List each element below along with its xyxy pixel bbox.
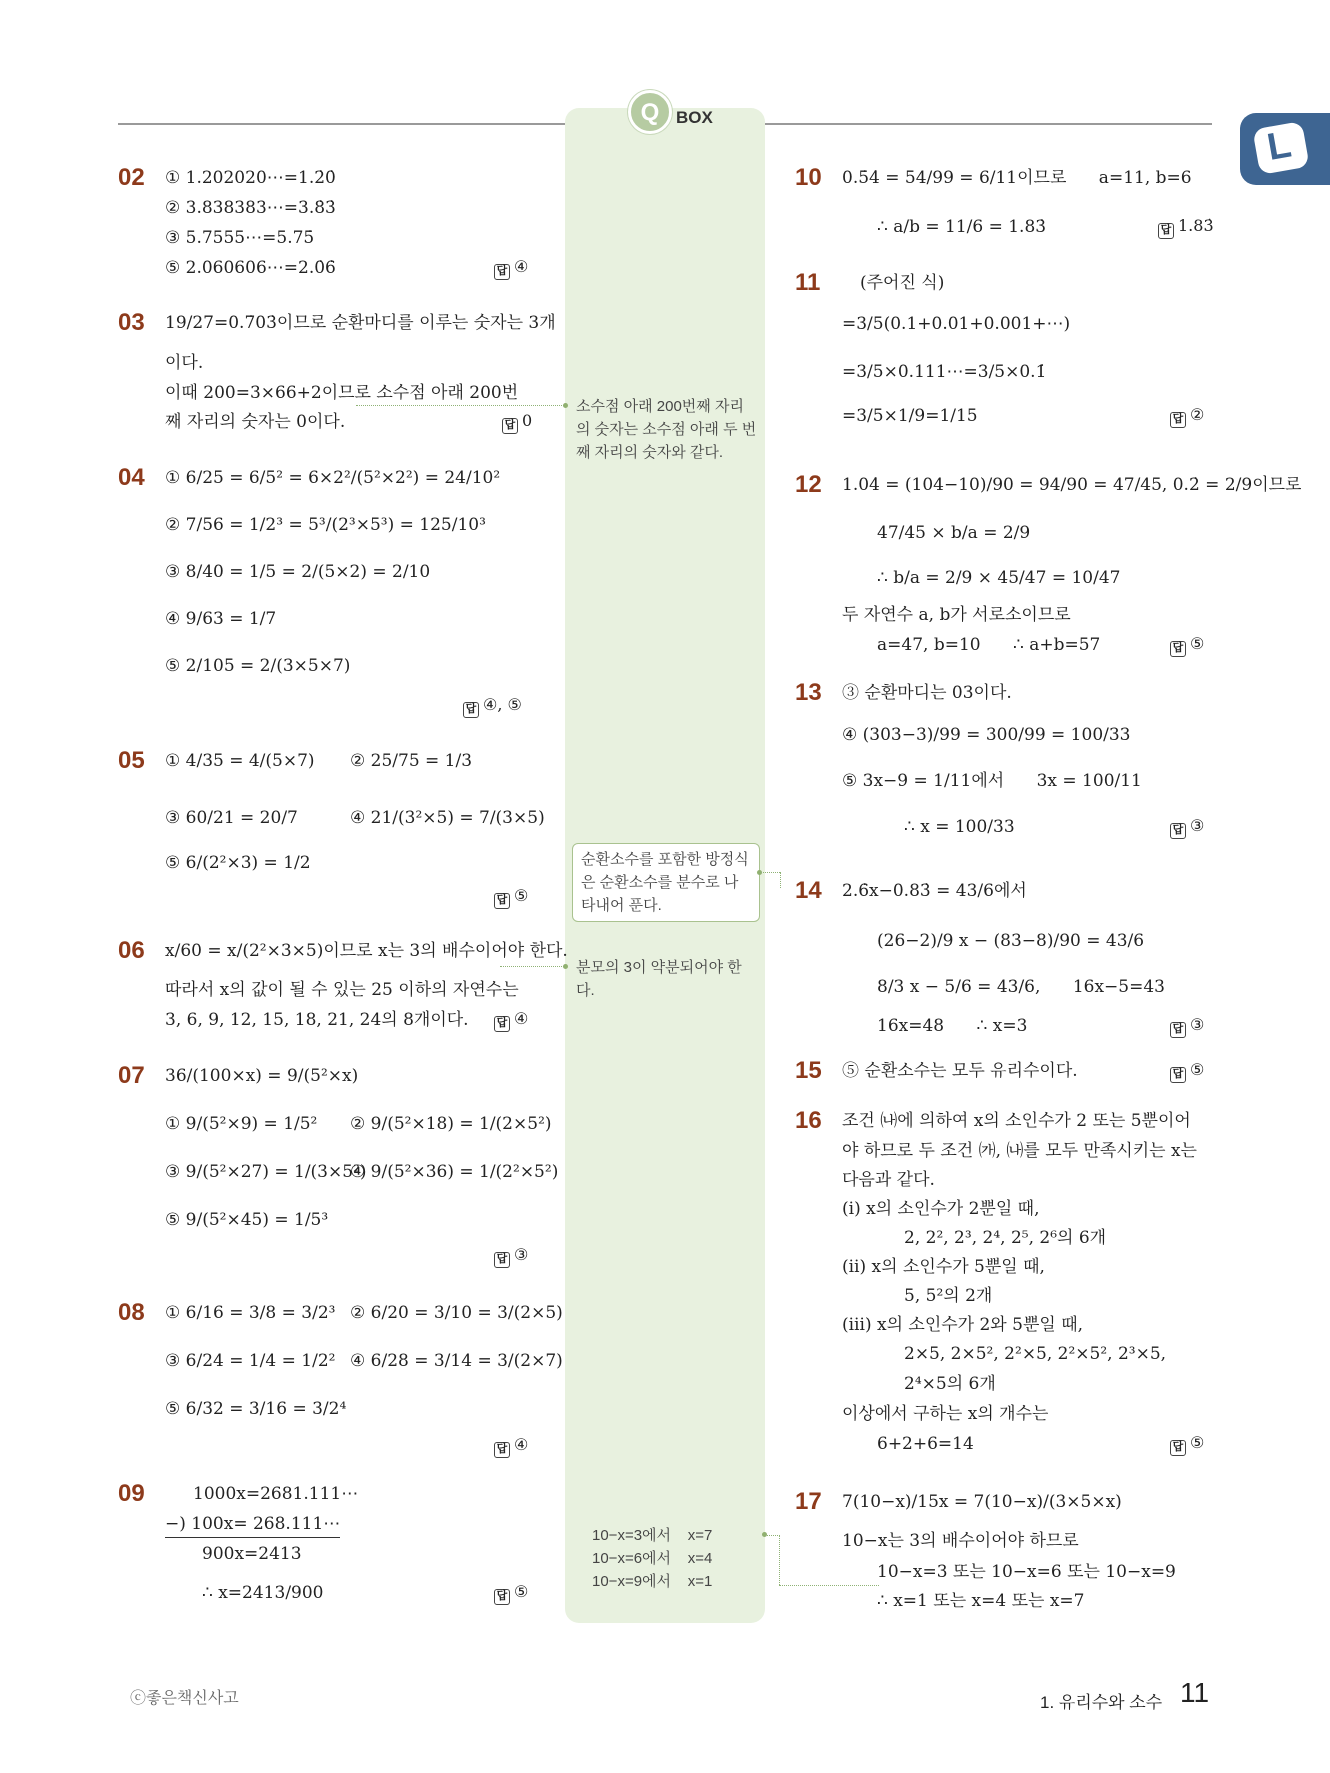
- solution-line: ∴ x=1 또는 x=4 또는 x=7: [877, 1591, 1085, 1611]
- solution-line: ① 1.202020⋯=1.2̇0̇: [165, 168, 336, 188]
- solution-line: 1000x=2681.111⋯: [193, 1484, 359, 1504]
- solution-line: (ⅰ) x의 소인수가 2뿐일 때,: [842, 1199, 1040, 1219]
- answer: [1170, 1060, 1204, 1083]
- problem-number: 03: [118, 309, 145, 336]
- answer-value: ③: [514, 1245, 529, 1264]
- answer: [494, 1582, 528, 1605]
- solution-line: ① 6/16 = 3/8 = 3/2³: [165, 1303, 336, 1323]
- solution-line: 5, 5²의 2개: [904, 1286, 993, 1306]
- page-number: 11: [1180, 1677, 1210, 1708]
- solution-line: ∴ x = 100/33: [904, 817, 1015, 837]
- connector-line: [779, 1535, 780, 1585]
- solution-line: 째 자리의 숫자는 0이다.: [165, 412, 346, 432]
- problem-number: 06: [118, 937, 145, 964]
- solution-line: 야 하므로 두 조건 ㈎, ㈏를 모두 만족시키는 x는: [842, 1141, 1197, 1161]
- solution-line: 따라서 x의 값이 될 수 있는 25 이하의 자연수는: [165, 980, 519, 1000]
- solution-line: 8/3 x − 5/6 = 43/6, 16x−5=43: [877, 977, 1165, 997]
- solution-line: ③ 9/(5²×27) = 1/(3×5²): [165, 1162, 367, 1182]
- answer-value: 1.83̇: [1178, 216, 1214, 235]
- problem-number: 15: [795, 1057, 822, 1084]
- sidebar-note-4c: 10−x=9에서 x=1: [592, 1573, 713, 1590]
- solution-line: ⑤ 6/(2²×3) = 1/2: [165, 853, 311, 873]
- solution-line: ⑤ 순환소수는 모두 유리수이다.: [842, 1061, 1078, 1081]
- solution-line: 7(10−x)/15x = 7(10−x)/(3×5×x): [842, 1492, 1122, 1512]
- problem-number: 11: [795, 269, 821, 296]
- answer-mark-icon: 답: [1170, 412, 1186, 428]
- sidebar-note-4b: 10−x=6에서 x=4: [592, 1550, 713, 1567]
- solution-line: x/60 = x/(2²×3×5)이므로 x는 3의 배수이어야 한다.: [165, 941, 568, 961]
- solution-line: (26−2)/9 x − (83−8)/90 = 43/6: [877, 931, 1145, 951]
- solution-line: ∴ a/b = 11/6 = 1.83̇: [877, 217, 1047, 237]
- solution-line: ⑤ 3x−9 = 1/11에서 3x = 100/11: [842, 771, 1142, 791]
- answer-value: ⑤: [1190, 634, 1205, 653]
- answer-value: ⑤: [514, 1582, 529, 1601]
- solution-line: 16x=48 ∴ x=3: [877, 1016, 1028, 1036]
- answer-mark-icon: 답: [502, 418, 518, 434]
- header-rule-left: [118, 123, 568, 125]
- answer-mark-icon: 답: [1170, 1022, 1186, 1038]
- answer-value: ⑤: [1190, 1433, 1205, 1452]
- solution-line: 두 자연수 a, b가 서로소이므로: [842, 605, 1071, 625]
- answer-value: ④: [514, 1009, 529, 1028]
- solution-line: 900x=2413: [202, 1544, 302, 1564]
- sidebar-note-2: 순환소수를 포함한 방정식은 순환소수를 분수로 나타내어 푼다.: [572, 843, 760, 922]
- solution-line: 2×5, 2×5², 2²×5, 2²×5², 2³×5,: [904, 1344, 1167, 1364]
- problem-number: 13: [795, 679, 822, 706]
- answer-value: ⑤: [1190, 1060, 1205, 1079]
- solution-line: =3/5×0.111⋯=3/5×0.1̇: [842, 362, 1047, 382]
- solution-line: ④ 21/(3²×5) = 7/(3×5): [350, 808, 545, 828]
- answer: [1170, 816, 1204, 839]
- solution-line: 47/45 × b/a = 2/9: [877, 523, 1031, 543]
- solution-line: ① 4/35 = 4/(5×7): [165, 751, 315, 771]
- connector-line: [500, 966, 564, 967]
- solution-line: ③ 순환마디는 03이다.: [842, 683, 1012, 703]
- solution-line: ④ 9/63 = 1/7: [165, 609, 277, 629]
- answer: [494, 1435, 528, 1458]
- problem-number: 04: [118, 464, 145, 491]
- solution-line: 0.5̇4̇ = 54/99 = 6/11이므로 a=11, b=6: [842, 168, 1192, 188]
- solution-line: 3, 6, 9, 12, 15, 18, 21, 24의 8개이다.: [165, 1010, 469, 1030]
- answer-mark-icon: 답: [494, 1442, 510, 1458]
- answer-value: ③: [1190, 816, 1205, 835]
- answer-value: ④: [514, 1435, 529, 1454]
- answer-mark-icon: 답: [494, 1016, 510, 1032]
- connector-line: [356, 405, 564, 406]
- solution-line: ② 7/56 = 1/2³ = 5³/(2³×5³) = 125/10³: [165, 515, 486, 535]
- answer: [494, 257, 528, 280]
- solution-line: ∴ x=2413/900: [202, 1583, 324, 1603]
- solution-line: =3/5×1/9=1/15: [842, 406, 978, 426]
- solution-line: ⑤ 2/105 = 2/(3×5×7): [165, 656, 351, 676]
- answer-value: ②: [1190, 405, 1205, 424]
- connector-line: [765, 1535, 780, 1536]
- q-badge-icon: [628, 90, 672, 134]
- answer: [1158, 216, 1214, 239]
- answer-mark-icon: 답: [1170, 1067, 1186, 1083]
- solution-line: 10−x는 3의 배수이어야 하므로: [842, 1531, 1079, 1551]
- answer-mark-icon: 답: [1158, 223, 1174, 239]
- solution-line: ③ 8/40 = 1/5 = 2/(5×2) = 2/10: [165, 562, 431, 582]
- solution-line: 이때 200=3×66+2이므로 소수점 아래 200번: [165, 383, 519, 403]
- answer: [463, 695, 522, 718]
- answer-value: 0: [522, 411, 533, 430]
- answer: [1170, 1015, 1204, 1038]
- solution-line: ⑤ 2.060606⋯=2.0̇6̇: [165, 258, 336, 278]
- solution-line: 조건 ㈏에 의하여 x의 소인수가 2 또는 5뿐이어: [842, 1111, 1191, 1131]
- answer-mark-icon: 답: [1170, 823, 1186, 839]
- solution-line: (주어진 식): [860, 273, 945, 293]
- answer-value: ⑤: [514, 886, 529, 905]
- solution-line: 이상에서 구하는 x의 개수는: [842, 1404, 1049, 1424]
- answer: [1170, 1433, 1204, 1456]
- problem-number: 12: [795, 471, 822, 498]
- solution-line: ① 9/(5²×9) = 1/5²: [165, 1114, 318, 1134]
- solution-line: ⑤ 6/32 = 3/16 = 3/2⁴: [165, 1399, 347, 1419]
- solution-line: 2, 2², 2³, 2⁴, 2⁵, 2⁶의 6개: [904, 1228, 1107, 1248]
- solution-line: ② 3.838383⋯=3.8̇3̇: [165, 198, 336, 218]
- problem-number: 16: [795, 1107, 822, 1134]
- solution-line: ⑤ 9/(5²×45) = 1/5³: [165, 1210, 329, 1230]
- answer: [494, 1009, 528, 1032]
- solution-line: 36/(100×x) = 9/(5²×x): [165, 1066, 359, 1086]
- solution-line: 1.04̇ = (104−10)/90 = 94/90 = 47/45, 0.2̇ = 2/9이므로: [842, 475, 1302, 495]
- sidebar-note-4a: 10−x=3에서 x=7: [592, 1527, 713, 1544]
- problem-number: 10: [795, 164, 822, 191]
- chapter-tab: [1240, 113, 1330, 185]
- solution-line: (ⅱ) x의 소인수가 5뿐일 때,: [842, 1257, 1045, 1277]
- q-badge-letter: Q: [640, 99, 660, 126]
- solution-line: −) 100x= 268.111⋯: [165, 1513, 340, 1538]
- solution-line: 다음과 같다.: [842, 1170, 935, 1190]
- solution-line: ③ 60/21 = 20/7: [165, 808, 298, 828]
- answer-value: ④, ⑤: [483, 695, 522, 714]
- problem-number: 08: [118, 1299, 145, 1326]
- solution-line: =3/5(0.1+0.01+0.001+⋯): [842, 314, 1071, 334]
- answer-value: ③: [1190, 1015, 1205, 1034]
- answer-mark-icon: 답: [494, 1252, 510, 1268]
- answer: [494, 886, 528, 909]
- copyright: ⓒ좋은책신사고: [130, 1690, 239, 1707]
- solution-line: a=47, b=10 ∴ a+b=57: [877, 635, 1101, 655]
- solution-line: ② 25/75 = 1/3: [350, 751, 473, 771]
- connector-line: [780, 872, 781, 888]
- answer: [494, 1245, 528, 1268]
- solution-line: ② 6/20 = 3/10 = 3/(2×5): [350, 1303, 563, 1323]
- problem-number: 17: [795, 1488, 822, 1515]
- sidebar-note-3: 분모의 3이 약분되어야 한다.: [576, 959, 742, 999]
- sidebar-note-1: 소수점 아래 200번째 자리의 숫자는 소수점 아래 두 번째 자리의 숫자와 같다.: [576, 398, 757, 461]
- problem-number: 09: [118, 1480, 145, 1507]
- connector-line: [779, 1585, 879, 1586]
- chapter-tab-letter: L: [1264, 123, 1295, 169]
- solution-line: ③ 5.7555⋯=5.75̇: [165, 228, 315, 248]
- solution-line: ③ 6/24 = 1/4 = 1/2²: [165, 1351, 336, 1371]
- solution-line: ④ 9/(5²×36) = 1/(2²×5²): [350, 1162, 559, 1182]
- answer-mark-icon: 답: [494, 893, 510, 909]
- solution-line: ① 6/25 = 6/5² = 6×2²/(5²×2²) = 24/10²: [165, 468, 501, 488]
- solution-line: 19/27=0.7̇03̇이므로 순환마디를 이루는 숫자는 3개: [165, 313, 556, 333]
- solution-line: 10−x=3 또는 10−x=6 또는 10−x=9: [877, 1562, 1176, 1582]
- solution-line: ∴ b/a = 2/9 × 45/47 = 10/47: [877, 568, 1121, 588]
- solution-line: ② 9/(5²×18) = 1/(2×5²): [350, 1114, 552, 1134]
- solution-line: 6+2+6=14: [877, 1434, 974, 1454]
- header-rule-right: [762, 123, 1212, 125]
- answer-mark-icon: 답: [1170, 1440, 1186, 1456]
- solution-line: (ⅲ) x의 소인수가 2와 5뿐일 때,: [842, 1315, 1084, 1335]
- answer-mark-icon: 답: [494, 264, 510, 280]
- answer: [1170, 405, 1204, 428]
- solution-line: ④ 6/28 = 3/14 = 3/(2×7): [350, 1351, 563, 1371]
- problem-number: 14: [795, 877, 822, 904]
- problem-number: 02: [118, 164, 145, 191]
- problem-number: 07: [118, 1062, 145, 1089]
- answer-mark-icon: 답: [494, 1589, 510, 1605]
- answer-value: ④: [514, 257, 529, 276]
- chapter-tab-badge: [1252, 121, 1309, 175]
- problem-number: 05: [118, 747, 145, 774]
- solution-line: ④ (303−3)/99 = 300/99 = 100/33: [842, 725, 1131, 745]
- chapter-title: 1. 유리수와 소수: [1040, 1693, 1163, 1712]
- answer: [502, 411, 532, 434]
- connector-line: [760, 872, 780, 873]
- answer: [1170, 634, 1204, 657]
- box-label: BOX: [676, 108, 713, 127]
- answer-mark-icon: 답: [1170, 641, 1186, 657]
- solution-line: 2⁴×5의 6개: [904, 1374, 996, 1394]
- answer-mark-icon: 답: [463, 702, 479, 718]
- solution-line: 이다.: [165, 353, 204, 373]
- solution-line: 2.6̇x−0.83̇ = 43/6에서: [842, 881, 1027, 901]
